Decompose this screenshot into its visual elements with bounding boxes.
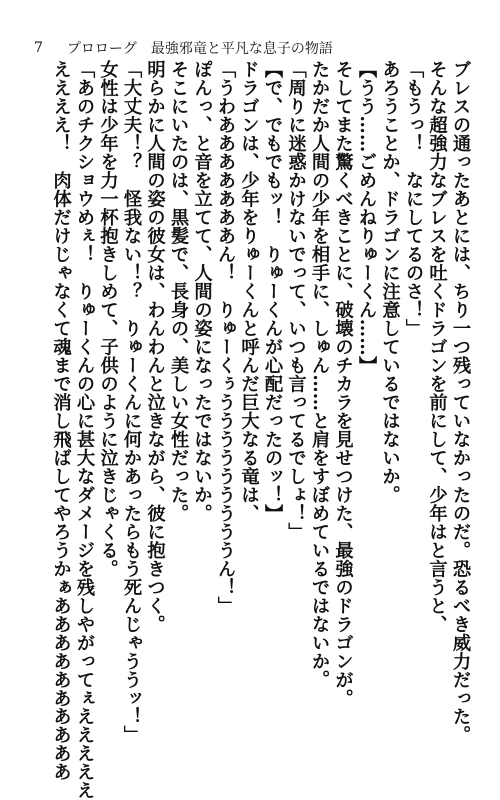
text-line: 「大丈夫！？ 怪我ない！？ りゅーくんに何かあったらもう死んじゃううッ！」 [121, 60, 142, 745]
chapter-name: プロローグ [66, 41, 137, 57]
text-line: 明らかに人間の姿の彼女は、わんわんと泣きながら、彼に抱きつく。 [144, 60, 166, 634]
vertical-body-text [49, 60, 472, 800]
page-number: 7 [34, 40, 43, 56]
text-line: ブレスの通ったあとには、ちり一つ残っていなかったのだ。恐るべき威力だった。 [450, 60, 471, 745]
text-line: 「周りに迷惑かけないでって、いつも言ってるでしょ！」 [285, 60, 307, 541]
text-line: ぽんっ、と音を立てて、人間の姿になったではないか。 [191, 60, 213, 523]
text-line: そしてまた驚くべきことに、破壊のチカラを見せつけた、最強のドラゴンが。 [332, 60, 354, 708]
text-line: ええええ！ 肉体だけじゃなくて魂まで消し飛ばしてやろうかぁああああああああああ [50, 60, 72, 782]
text-line: ドラゴンは、少年をりゅーくんと呼んだ巨大なる竜は、 [238, 60, 260, 523]
text-line: あろうことか、ドラゴンに注意しているではないか。 [379, 60, 401, 504]
text-line: 「もうっ！ なにしてるのさ！」 [403, 60, 424, 338]
text-line: 【うう……ごめんねりゅーくん……】 [356, 60, 377, 375]
text-line: そこにいたのは、黒髪で、長身の、美しい女性だった。 [168, 60, 189, 523]
running-header [34, 38, 333, 58]
text-line: 「うわあああああああん！ りゅーくぅうううううううううん！」 [215, 60, 236, 615]
text-line: 「あのチクショウめぇ！ りゅーくんの心に甚大なダメージを残しやがってぇえええええ [74, 60, 95, 800]
text-line: 女性は少年を力一杯抱きしめて、子供のように泣きじゃくる。 [97, 60, 119, 578]
text-line: たかだか人間の少年を相手に、しゅん……と肩をすぼめているではないか。 [309, 60, 330, 689]
book-title: 最強邪竜と平凡な息子の物語 [150, 41, 333, 57]
text-line: そんな超強力なブレスを吐くドラゴンを前にして、少年はと言うと、 [426, 60, 448, 634]
text-line: 【で、でもでもッ！ りゅーくんが心配だったのッ！】 [262, 60, 283, 523]
